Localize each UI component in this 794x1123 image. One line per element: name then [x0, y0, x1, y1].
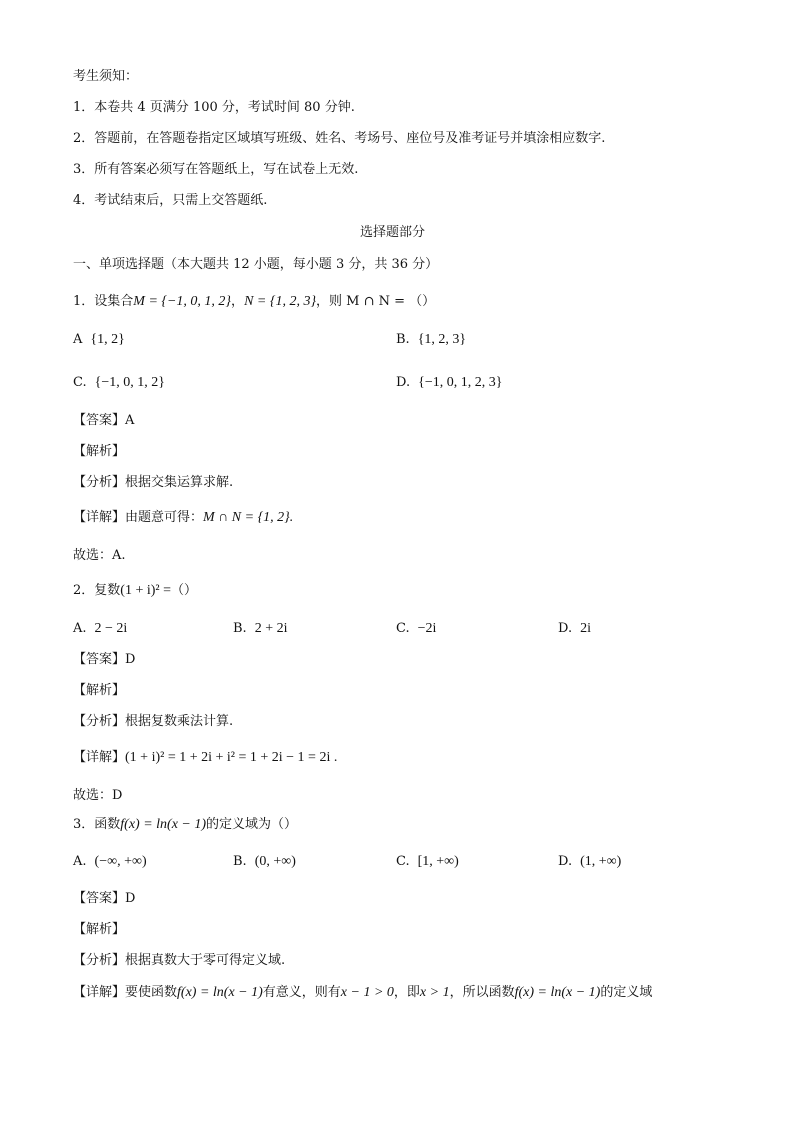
option-label: C.	[396, 854, 410, 869]
q2-stem-suffix: （）	[170, 583, 197, 598]
q3-detail-math-2: x − 1 > 0	[340, 985, 394, 1000]
option-label: B.	[233, 621, 247, 636]
q3-option-b	[233, 853, 296, 871]
q3-detail	[73, 984, 652, 1002]
option-label: A	[73, 332, 83, 347]
option-label: A.	[73, 621, 87, 636]
notice-item-4: 4．考试结束后，只需上交答题纸.	[73, 193, 268, 208]
notice-title: 考生须知：	[73, 69, 139, 84]
q3-detail-text-2: ，即	[393, 985, 420, 1000]
q1-set-n: N = {1, 2, 3}	[244, 294, 317, 309]
q3-option-c	[396, 853, 459, 871]
option-text: −2i	[417, 621, 437, 636]
option-text: {1, 2}	[90, 332, 125, 347]
q1-answer: 【答案】A	[73, 413, 135, 428]
q3-detail-text-3: ，所以函数	[449, 985, 515, 1000]
q3-stem-math: f(x) = ln(x − 1)	[120, 817, 207, 832]
q3-option-a	[73, 853, 147, 871]
q1-option-b	[396, 331, 466, 349]
option-text: (−∞, +∞)	[94, 854, 147, 869]
option-text: {−1, 0, 1, 2, 3}	[418, 375, 503, 390]
q1-option-c	[73, 374, 165, 392]
q2-detail-math: (1 + i)² = 1 + 2i + i² = 1 + 2i − 1 = 2i .	[125, 750, 338, 765]
q1-detail	[73, 509, 293, 527]
option-text: 2 − 2i	[94, 621, 128, 636]
q2-answer: 【答案】D	[73, 652, 136, 667]
q3-analysis-head: 【解析】	[73, 922, 126, 937]
q2-analysis-head: 【解析】	[73, 683, 126, 698]
q3-detail-label: 【详解】要使函数	[73, 985, 178, 1000]
q2-option-a	[73, 620, 127, 638]
q1-stem-prefix: 1．设集合	[73, 294, 134, 309]
option-label: D.	[558, 621, 573, 636]
q2-stem-math: (1 + i)² =	[120, 583, 171, 598]
part-title: 选择题部分	[360, 225, 426, 240]
q1-option-a	[73, 331, 125, 349]
q3-analysis: 【分析】根据真数大于零可得定义域.	[73, 953, 286, 968]
q1-choice: 故选：A.	[73, 548, 126, 563]
q2-detail	[73, 749, 337, 767]
option-text: (1, +∞)	[580, 854, 622, 869]
q3-detail-text-4: 的定义域	[600, 985, 653, 1000]
q1-detail-math: M ∩ N = {1, 2}.	[203, 510, 294, 525]
notice-item-1: 1．本卷共 4 页满分 100 分，考试时间 80 分钟.	[73, 100, 355, 115]
q1-stem	[73, 293, 435, 311]
q2-option-b	[233, 620, 287, 638]
option-text: 2 + 2i	[254, 621, 288, 636]
q2-stem-prefix: 2．复数	[73, 583, 121, 598]
q1-stem-suffix: ，则 M ∩ N = （）	[316, 294, 436, 309]
option-text: {1, 2, 3}	[417, 332, 467, 347]
notice-item-3: 3．所有答案必须写在答题纸上，写在试卷上无效.	[73, 162, 359, 177]
q3-stem	[73, 816, 297, 834]
q2-option-c	[396, 620, 436, 638]
notice-item-2: 2．答题前，在答题卷指定区域填写班级、姓名、考场号、座位号及准考证号并填涂相应数字.	[73, 131, 606, 146]
q2-stem	[73, 582, 197, 600]
option-text: 2i	[580, 621, 591, 636]
option-text: [1, +∞)	[417, 854, 459, 869]
option-label: C.	[73, 375, 87, 390]
option-text: {−1, 0, 1, 2}	[94, 375, 165, 390]
q3-option-d	[558, 853, 621, 871]
option-label: B.	[233, 854, 247, 869]
q1-set-m: M = {−1, 0, 1, 2}	[133, 294, 232, 309]
q3-answer: 【答案】D	[73, 891, 136, 906]
option-label: D.	[396, 375, 411, 390]
q2-detail-label: 【详解】	[73, 750, 126, 765]
q3-detail-math-3: x > 1	[419, 985, 450, 1000]
q1-analysis: 【分析】根据交集运算求解.	[73, 475, 234, 490]
q2-choice: 故选：D	[73, 788, 123, 803]
q1-option-d	[396, 374, 502, 392]
q1-detail-label: 【详解】由题意可得：	[73, 510, 204, 525]
option-text: (0, +∞)	[254, 854, 296, 869]
q3-detail-math-1: f(x) = ln(x − 1)	[177, 985, 263, 1000]
q3-stem-suffix: 的定义域为（）	[206, 817, 298, 832]
option-label: B.	[396, 332, 410, 347]
option-label: A.	[73, 854, 87, 869]
q3-detail-text-1: 有意义，则有	[262, 985, 341, 1000]
q2-option-d	[558, 620, 591, 638]
q3-detail-math-4: f(x) = ln(x − 1)	[514, 985, 601, 1000]
q1-stem-sep: ，	[231, 294, 245, 309]
option-label: C.	[396, 621, 410, 636]
option-label: D.	[558, 854, 573, 869]
q3-stem-prefix: 3．函数	[73, 817, 121, 832]
q2-analysis: 【分析】根据复数乘法计算.	[73, 714, 234, 729]
section-title: 一、单项选择题（本大题共 12 小题，每小题 3 分，共 36 分）	[73, 257, 439, 272]
q1-analysis-head: 【解析】	[73, 444, 126, 459]
